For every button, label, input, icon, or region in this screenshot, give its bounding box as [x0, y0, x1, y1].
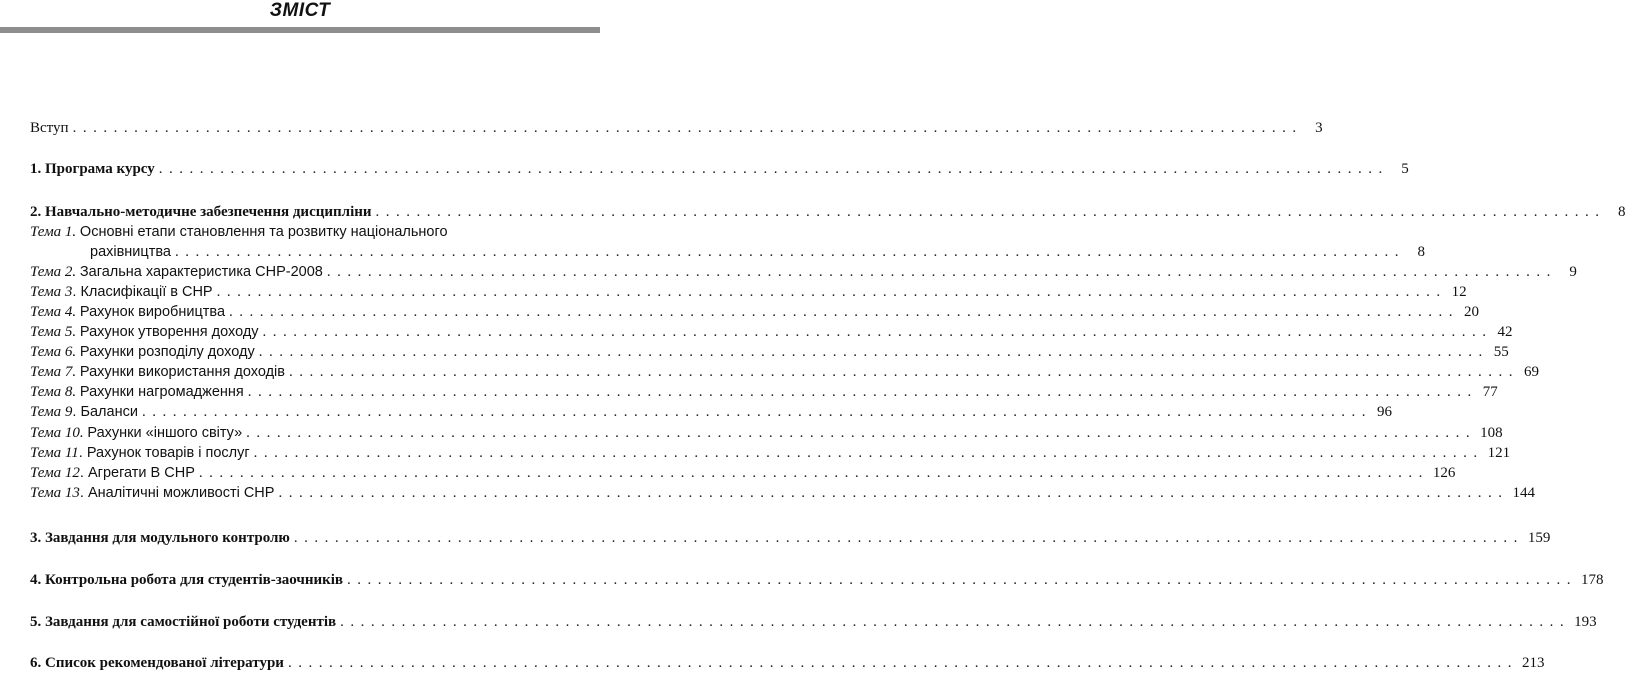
- toc-entry-label: Тема 7. Рахунки використання доходів: [30, 364, 285, 380]
- toc-entry-label: Тема 5. Рахунок утворення доходу: [30, 324, 259, 340]
- toc-entry-section-2[interactable]: [30, 202, 1626, 222]
- toc-theme-prefix: Тема 1.: [30, 224, 77, 240]
- toc-entry-page: 69: [1523, 364, 1539, 380]
- toc-entry-theme-9[interactable]: [30, 402, 1392, 422]
- toc-entry-label: 3. Завдання для модульного контролю: [30, 530, 290, 546]
- toc-entry-label: Тема 12. Агрегати В СНР: [30, 465, 195, 481]
- toc-entry-theme-2[interactable]: [30, 262, 1577, 282]
- toc-entry-theme-13[interactable]: [30, 483, 1535, 503]
- toc-entry-page: 3: [1315, 120, 1323, 136]
- toc-entry-theme-8[interactable]: [30, 382, 1498, 402]
- toc-entry-section-6[interactable]: [30, 653, 1545, 673]
- page-title: ЗМІСТ: [269, 0, 331, 21]
- toc-entry-theme-1[interactable]: [30, 242, 1425, 262]
- toc-entry-section-1[interactable]: [30, 159, 1409, 179]
- toc-entry-label: Тема 8. Рахунки нагромадження: [30, 384, 244, 400]
- header-rule: [0, 27, 600, 33]
- toc-entry-page: 126: [1432, 465, 1456, 481]
- toc-theme-title: Основні етапи становлення та розвитку національного: [79, 224, 448, 240]
- toc-leader-dots: ........................................................................................................................: [262, 324, 1493, 340]
- toc-entry-section-5[interactable]: [30, 612, 1597, 632]
- toc-leader-dots: ........................................................................................................................: [375, 204, 1606, 220]
- toc-leader-dots: ........................................................................................................................: [216, 284, 1447, 300]
- toc-entry-label: 1. Програма курсу: [30, 161, 155, 177]
- toc-entry-label: Тема 3. Класифікації в СНР: [30, 284, 213, 300]
- toc-leader-dots: ........................................................................................................................: [246, 425, 1477, 441]
- toc-entry-section-4[interactable]: [30, 570, 1604, 590]
- toc-entry-theme-12[interactable]: [30, 463, 1456, 483]
- toc-entry-page: 12: [1451, 284, 1467, 300]
- toc-entry-page: 96: [1376, 404, 1392, 420]
- toc-entry-label: Вступ: [30, 120, 69, 136]
- toc-leader-dots: ........................................................................................................................: [288, 364, 1519, 380]
- toc-entry-label: Тема 9. Баланси: [30, 404, 138, 420]
- toc-leader-dots: ........................................................................................................................: [158, 161, 1389, 177]
- toc-entry-section-3[interactable]: [30, 528, 1551, 548]
- toc-leader-dots: ........................................................................................................................: [287, 655, 1518, 671]
- toc-entry-label: Тема 6. Рахунки розподілу доходу: [30, 344, 255, 360]
- toc-leader-dots: ........................................................................................................................: [347, 572, 1578, 588]
- toc-entry-label: Тема 10. Рахунки «іншого світу»: [30, 425, 243, 441]
- toc-entry-label: 4. Контрольна робота для студентів-заочників: [30, 572, 344, 588]
- toc-entry-page: 121: [1487, 445, 1511, 461]
- toc-entry-page: 213: [1521, 655, 1545, 671]
- toc-entry-label: 2. Навчально-методичне забезпечення дисципліни: [30, 204, 372, 220]
- toc-entry-label: 6. Список рекомендованої літератури: [30, 655, 284, 671]
- toc-entry-page: 159: [1527, 530, 1551, 546]
- toc-leader-dots: ........................................................................................................................: [340, 614, 1571, 630]
- toc-leader-dots: ........................................................................................................................: [253, 445, 1484, 461]
- toc-leader-dots: ........................................................................................................................: [293, 530, 1524, 546]
- toc-leader-dots: ........................................................................................................................: [198, 465, 1429, 481]
- toc-entry-theme-6[interactable]: [30, 342, 1509, 362]
- toc-leader-dots: ........................................................................................................................: [229, 304, 1460, 320]
- toc-entry-label: Тема 13. Аналітичні можливості СНР: [30, 485, 275, 501]
- toc-entry-label: Тема 11. Рахунок товарів і послуг: [30, 445, 250, 461]
- toc-entry-page: 42: [1497, 324, 1513, 340]
- toc-entry-theme-1-line1[interactable]: [30, 222, 598, 242]
- toc-entry-theme-4[interactable]: [30, 302, 1480, 322]
- toc-leader-dots: ........................................................................................................................: [72, 120, 1303, 136]
- toc-entry-theme-11[interactable]: [30, 443, 1511, 463]
- toc-entry-label: Тема 4. Рахунок виробництва: [30, 304, 226, 320]
- toc-entry-label: 5. Завдання для самостійної роботи студентів: [30, 614, 337, 630]
- toc-leader-dots: ........................................................................................................................: [278, 485, 1509, 501]
- toc-leader-dots: ........................................................................................................................: [141, 404, 1372, 420]
- toc-entry-label: рахівництва: [90, 244, 171, 260]
- toc-leader-dots: ........................................................................................................................: [258, 344, 1489, 360]
- toc-entry-page: 55: [1493, 344, 1509, 360]
- toc-entry-page: 20: [1464, 304, 1480, 320]
- toc-entry-theme-5[interactable]: [30, 322, 1513, 342]
- toc-leader-dots: ........................................................................................................................: [174, 244, 1405, 260]
- toc-entry-theme-3[interactable]: [30, 282, 1467, 302]
- toc-entry-page: 8: [1618, 204, 1626, 220]
- toc-entry-label: Тема 2. Загальна характеристика СНР-2008: [30, 264, 323, 280]
- toc-entry-page: 108: [1480, 425, 1503, 441]
- toc-entry-page: 5: [1401, 161, 1409, 177]
- toc-entry-theme-10[interactable]: [30, 423, 1503, 443]
- toc-entry-theme-7[interactable]: [30, 362, 1539, 382]
- toc-leader-dots: ........................................................................................................................: [247, 384, 1478, 400]
- toc-entry-page: 9: [1569, 264, 1577, 280]
- toc-leader-dots: ........................................................................................................................: [326, 264, 1557, 280]
- toc-entry-page: 77: [1482, 384, 1498, 400]
- toc-entry-page: 178: [1581, 572, 1604, 588]
- toc-entry-intro[interactable]: [30, 118, 1323, 138]
- toc-entry-page: 8: [1417, 244, 1425, 260]
- toc-entry-page: 144: [1512, 485, 1535, 501]
- toc-entry-page: 193: [1574, 614, 1597, 630]
